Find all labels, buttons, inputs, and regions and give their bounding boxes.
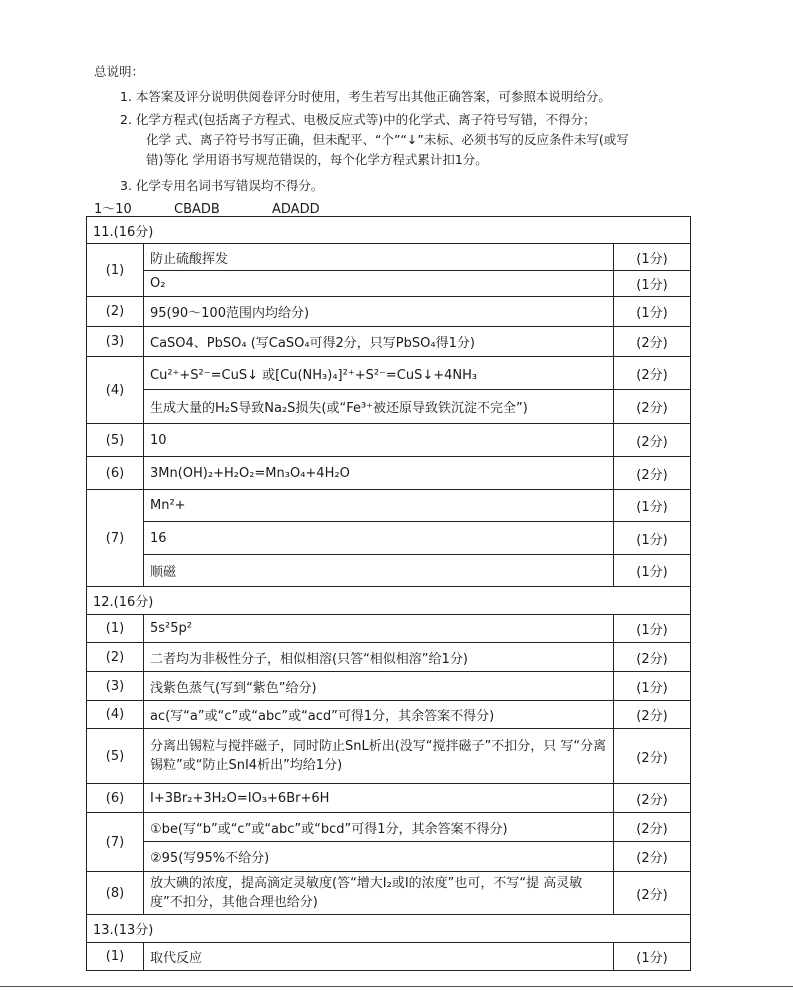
- answer-text: O₂: [144, 271, 614, 297]
- points: (1分): [614, 490, 691, 522]
- question-number: (1): [87, 943, 144, 971]
- question-number: (5): [87, 729, 144, 784]
- section-header-row: [87, 915, 691, 943]
- table-row: [87, 813, 691, 842]
- table-row: [87, 297, 691, 327]
- answer-text: 95(90～100范围内均给分): [144, 297, 614, 327]
- question-number: (2): [87, 297, 144, 327]
- points: (1分): [614, 297, 691, 327]
- answer-text: 放大碘的浓度，提高滴定灵敏度(答“增大I₂或I的浓度”也可，不写“提 高灵敏度”不扣分，其他合理也给分): [144, 872, 614, 915]
- question-number: (5): [87, 424, 144, 457]
- table-row: [87, 672, 691, 701]
- question-number: (3): [87, 672, 144, 701]
- mcq-group-1: CBADB: [174, 202, 220, 217]
- points: (2分): [614, 842, 691, 872]
- table-row: [87, 457, 691, 490]
- question-number: (4): [87, 701, 144, 729]
- table-row: [87, 701, 691, 729]
- table-row: [87, 943, 691, 971]
- answer-text: 3Mn(OH)₂+H₂O₂=Mn₃O₄+4H₂O: [144, 457, 614, 490]
- question-number: (7): [87, 813, 144, 872]
- question-number: (4): [87, 357, 144, 424]
- question-number: (6): [87, 457, 144, 490]
- multiple-choice-answers: [94, 198, 320, 217]
- table-row: [87, 872, 691, 915]
- points: (1分): [614, 244, 691, 271]
- table-row: [87, 327, 691, 357]
- page-title: 总说明：: [94, 64, 145, 79]
- answer-text: 生成大量的H₂S导致Na₂S损失(或“Fe³⁺被还原导致铁沉淀不完全”): [144, 390, 614, 424]
- note-2: 2. 化学方程式(包括离子方程式、电极反应式等)中的化学式、离子符号写错，不得分；: [120, 112, 596, 127]
- answer-text: ac(写“a”或“c”或“abc”或“acd”可得1分，其余答案不得分): [144, 701, 614, 729]
- points: (1分): [614, 615, 691, 643]
- answer-text: 10: [144, 424, 614, 457]
- points: (2分): [614, 457, 691, 490]
- question-number: (7): [87, 490, 144, 587]
- answer-text: ①be(写“b”或“c”或“abc”或“bcd”可得1分，其余答案不得分): [144, 813, 614, 842]
- table-row: [87, 555, 691, 587]
- section-title: 11.(16分): [87, 217, 691, 244]
- answer-text: 16: [144, 522, 614, 555]
- points: (1分): [614, 555, 691, 587]
- table-row: [87, 357, 691, 390]
- points: (1分): [614, 271, 691, 297]
- table-row: [87, 643, 691, 672]
- section-header-row: [87, 587, 691, 615]
- table-row: [87, 244, 691, 271]
- page-bottom-divider: [0, 986, 793, 987]
- question-number: (3): [87, 327, 144, 357]
- points: (2分): [614, 729, 691, 784]
- points: (2分): [614, 643, 691, 672]
- table-row: [87, 842, 691, 872]
- question-number: (2): [87, 643, 144, 672]
- table-row: [87, 615, 691, 643]
- points: (1分): [614, 672, 691, 701]
- points: (2分): [614, 327, 691, 357]
- answer-text: 二者均为非极性分子，相似相溶(只答“相似相溶”给1分): [144, 643, 614, 672]
- points: (2分): [614, 701, 691, 729]
- section-header-row: [87, 217, 691, 244]
- table-row: [87, 729, 691, 784]
- points: (2分): [614, 390, 691, 424]
- mcq-range: 1～10: [94, 202, 132, 217]
- question-number: (6): [87, 784, 144, 813]
- answer-text: I+3Br₂+3H₂O=IO₃+6Br+6H: [144, 784, 614, 813]
- answer-text: Cu²⁺+S²⁻=CuS↓ 或[Cu(NH₃)₄]²⁺+S²⁻=CuS↓+4NH₃: [144, 357, 614, 390]
- points: (2分): [614, 872, 691, 915]
- points: (2分): [614, 357, 691, 390]
- table-row: [87, 424, 691, 457]
- note-2-continued-2: 错)等化 学用语书写规范错误的，每个化学方程式累计扣1分。: [146, 152, 488, 167]
- mcq-group-2: ADADD: [272, 202, 320, 217]
- answer-text: 5s²5p²: [144, 615, 614, 643]
- table-row: [87, 522, 691, 555]
- answer-text: 浅紫色蒸气(写到“紫色”给分): [144, 672, 614, 701]
- table-row: [87, 271, 691, 297]
- question-number: (8): [87, 872, 144, 915]
- points: (2分): [614, 424, 691, 457]
- table-row: [87, 490, 691, 522]
- answer-text: 顺磁: [144, 555, 614, 587]
- answer-text: CaSO4、PbSO₄ (写CaSO₄可得2分，只写PbSO₄得1分): [144, 327, 614, 357]
- table-row: [87, 784, 691, 813]
- note-2-continued-1: 化学 式、离子符号书写正确，但未配平、“个”“↓”未标、必须书写的反应条件未写(或写: [146, 132, 629, 147]
- answer-text: 分离出锡粒与搅拌磁子，同时防止SnL析出(没写“搅拌磁子”不扣分，只 写“分离锡粒”或“防止SnI4析出”均给1分): [144, 729, 614, 784]
- answer-table: [86, 216, 691, 971]
- note-3: 3. 化学专用名词书写错误均不得分。: [120, 178, 324, 193]
- answer-text: ②95(写95%不给分): [144, 842, 614, 872]
- points: (2分): [614, 784, 691, 813]
- question-number: (1): [87, 244, 144, 297]
- section-title: 12.(16分): [87, 587, 691, 615]
- section-title: 13.(13分): [87, 915, 691, 943]
- points: (2分): [614, 813, 691, 842]
- answer-text: 取代反应: [144, 943, 614, 971]
- points: (1分): [614, 522, 691, 555]
- question-number: (1): [87, 615, 144, 643]
- points: (1分): [614, 943, 691, 971]
- answer-text: 防止硫酸挥发: [144, 244, 614, 271]
- answer-text: Mn²+: [144, 490, 614, 522]
- table-row: [87, 390, 691, 424]
- note-1: 1. 本答案及评分说明供阅卷评分时使用，考生若写出其他正确答案，可参照本说明给分。: [120, 89, 611, 104]
